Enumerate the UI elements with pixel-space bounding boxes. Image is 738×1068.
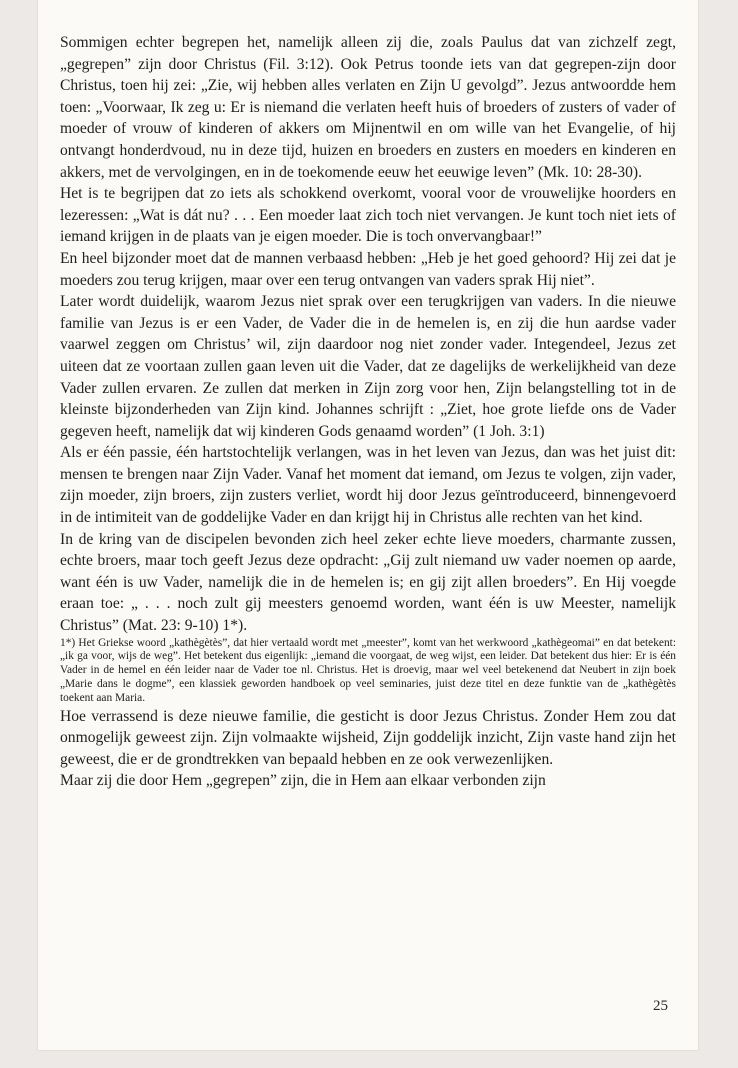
page-number: 25: [653, 998, 668, 1014]
paragraph: Het is te begrijpen dat zo iets als schokkend overkomt, vooral voor de vrouwelijke hoorders en lezeressen: „Wat is dát nu? . . . Een moeder laat zich toch niet vervangen. Je kunt toch niet iets of iemand krijgen in de plaats van je eigen moeder. Die is toch onvervangbaar!”: [60, 185, 676, 246]
paragraph: Maar zij die door Hem „gegrepen” zijn, die in Hem aan elkaar verbonden zijn: [60, 772, 546, 790]
book-page: [38, 0, 698, 1050]
paragraph: Later wordt duidelijk, waarom Jezus niet sprak over een terugkrijgen van vaders. In die nieuwe familie van Jezus is er een Vader, de Vader die in de hemelen is, en zij die hun aardse vader vaarwel zeggen om Christus’ wil, zijn daardoor nog niet zonder vader. Integendeel, Jezus zet uiteen dat ze voortaan zullen gaan leven uit die Vader, dat ze dagelijks de werkelijkheid van deze Vader zullen ervaren. Ze zullen dat merken in Zijn zorg voor hen, Zijn belangstelling tot in de kleinste bijzonderheden van Zijn kind. Johannes schrijft : „Ziet, hoe grote liefde ons de Vader gegeven heeft, namelijk dat wij kinderen Gods genaamd worden” (1 Joh. 3:1): [60, 293, 676, 440]
body-text: [60, 32, 676, 792]
paragraph: Als er één passie, één hartstochtelijk verlangen, was in het leven van Jezus, dan was het juist dit: mensen te brengen naar Zijn Vader. Vanaf het moment dat iemand, om Jezus te volgen, zijn vader, zijn moeder, zijn broers, zijn zusters verliet, wordt hij door Jezus geïntroduceerd, binnengevoerd in de intimiteit van de goddelijke Vader en dan krijgt hij in Christus alle rechten van het kind.: [60, 444, 676, 527]
paragraph: Hoe verrassend is deze nieuwe familie, die gesticht is door Jezus Christus. Zonder Hem zou dat onmogelijk geweest zijn. Zijn volmaakte wijsheid, Zijn goddelijk inzicht, Zijn vaste hand zijn het geweest, die er de grondtrekken van bepaald hebben en ze ook verwezenlijken.: [60, 707, 676, 768]
paragraph: In de kring van de discipelen bevonden zich heel zeker echte lieve moeders, charmante zussen, echte broers, maar toch geeft Jezus deze opdracht: „Gij zult niemand uw vader noemen op aarde, want één is uw Vader, namelijk die in de hemelen is; en gij zijt allen broeders”. En Hij voegde eraan toe: „ . . . noch zult gij meesters genoemd worden, want één is uw Meester, namelijk Christus” (Mat. 23: 9-10) 1*).: [60, 530, 676, 635]
footnote: 1*) Het Griekse woord „kathègètès”, dat hier vertaald wordt met „meester”, komt van het werkwoord „kathègeomai” en dat betekent: „ik ga voor, wijs de weg”. Het betekent dus eigenlijk: „iemand die voorgaat, de weg wijst, een leider. Dat betekent dus hier: Er is één Vader in de hemel en één leider naar de Vader toe nl. Christus. Het is droevig, maar wel veel betekenend dat Neubert in zijn boek „Marie dans le dogme”, een klassiek geworden handboek op veel seminaries, juist deze titel en deze funktie van de „kathègètès toekent aan Maria.: [60, 636, 676, 704]
paragraph: En heel bijzonder moet dat de mannen verbaasd hebben: „Heb je het goed gehoord? Hij zei dat je moeders zou terug krijgen, maar over een terug ontvangen van vaders sprak Hij niet”.: [60, 249, 676, 289]
paragraph: Sommigen echter begrepen het, namelijk alleen zij die, zoals Paulus dat van zichzelf zegt, „gegrepen” zijn door Christus (Fil. 3:12). Ook Petrus toonde iets van dat gegrepen-zijn door Christus, toen hij zei: „Zie, wij hebben alles verlaten en Zijn U gevolgd”. Jezus antwoordde hem toen: „Voorwaar, Ik zeg u: Er is niemand die verlaten heeft huis of broeders of zusters of vader of moeder of vrouw of kinderen of akkers om Mijnentwil en om wille van het Evangelie, of hij ontvangt honderdvoud, nu in deze tijd, huizen en broeders en zusters en moeders en kinderen en akkers, met de vervolgingen, en in de toekomende eeuw het eeuwige leven” (Mk. 10: 28-30).: [60, 34, 676, 181]
